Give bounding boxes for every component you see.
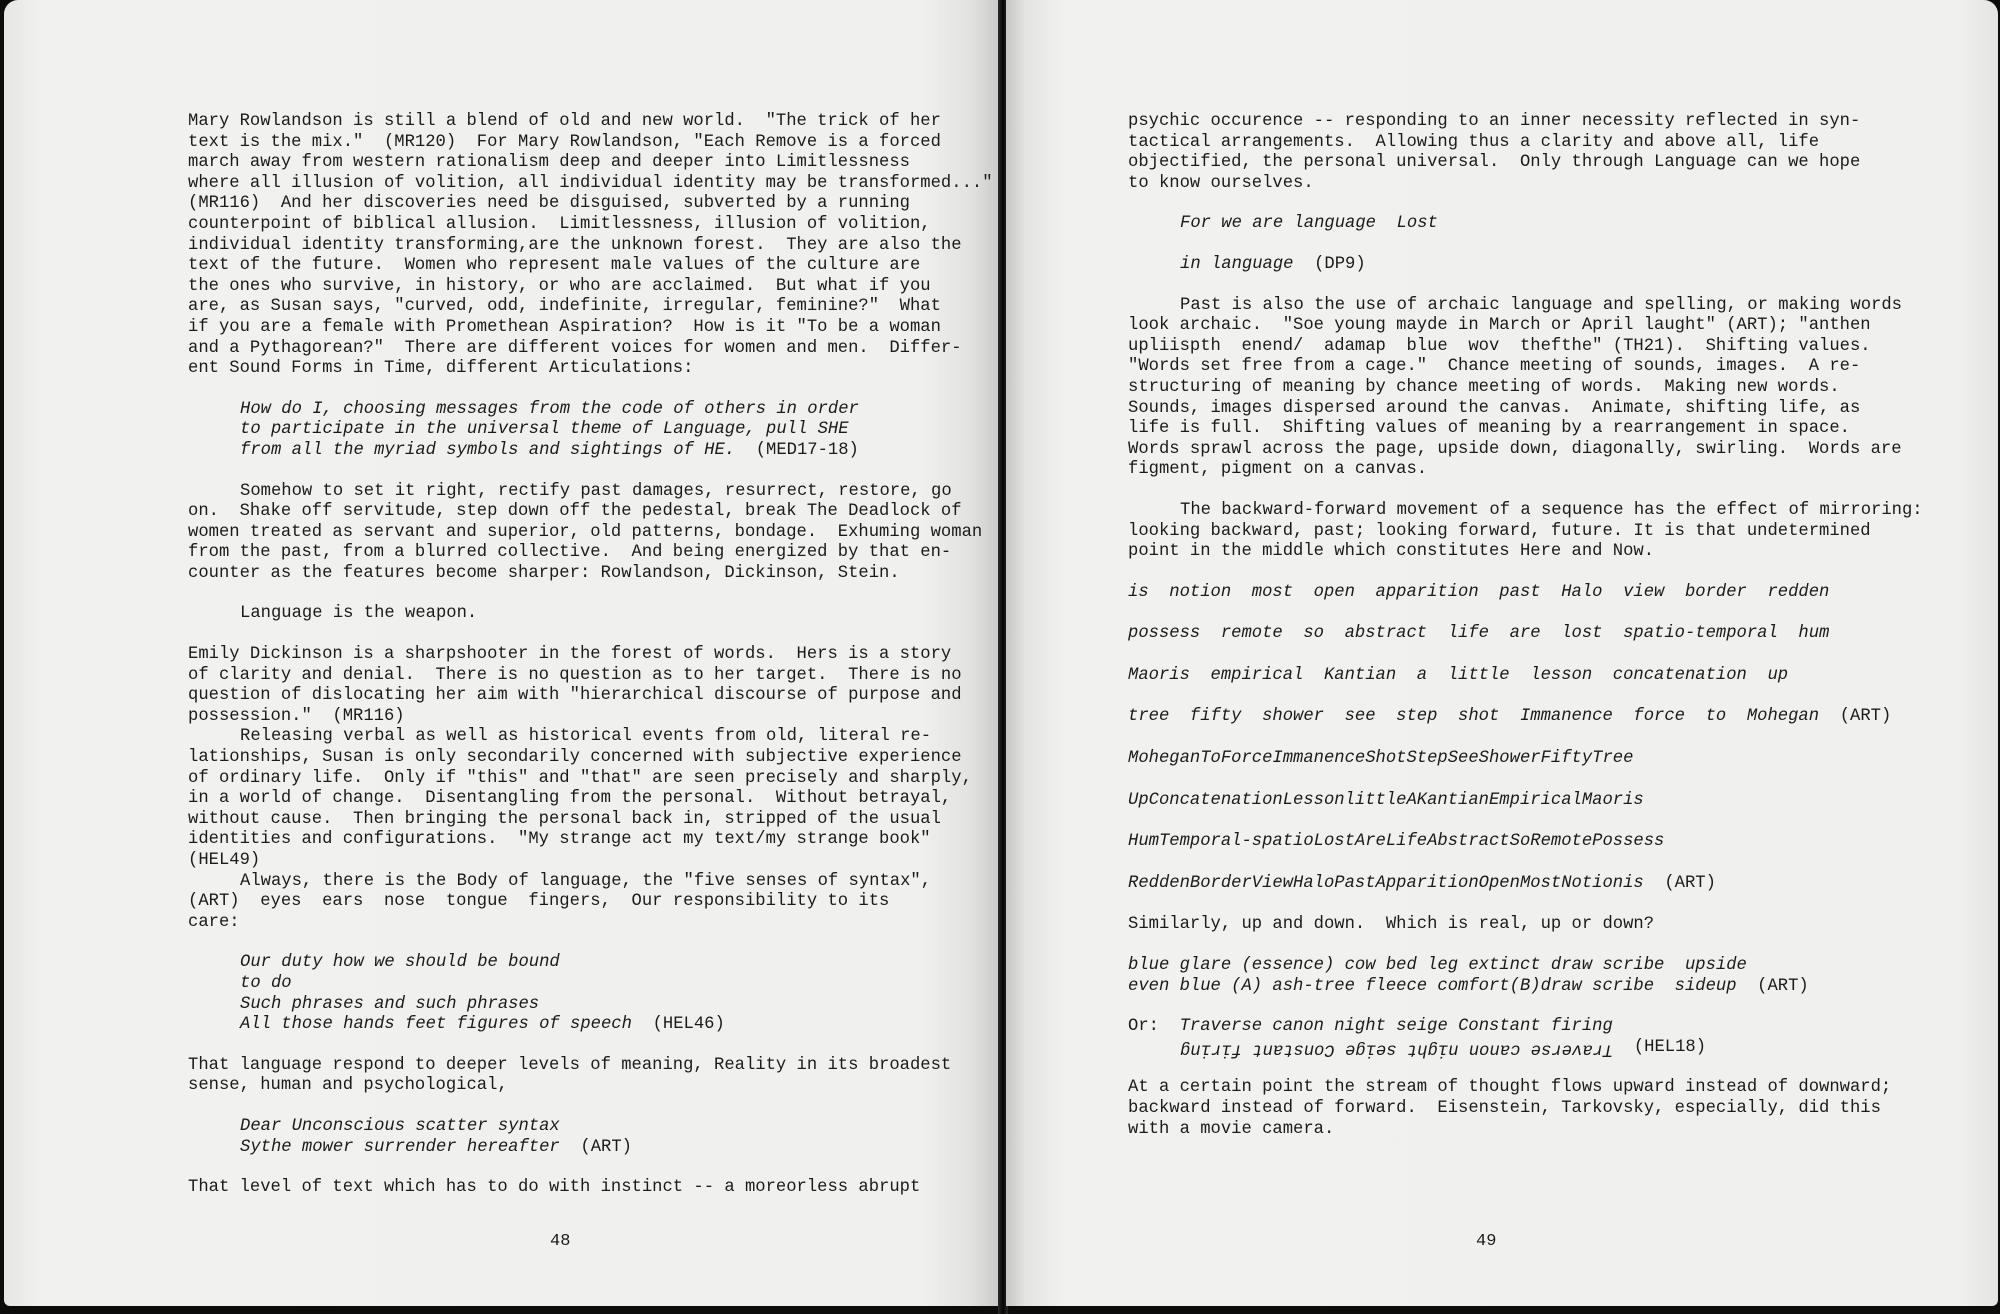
text-line: without cause. Then bringing the personal back in, stripped of the usual xyxy=(188,809,941,829)
paragraph xyxy=(1128,501,1988,563)
text-line: Maoris empirical Kantian a little lesson concatenation up xyxy=(1128,665,1789,685)
paragraph xyxy=(1128,214,1988,235)
text-line: Releasing verbal as well as historical events from old, literal re- xyxy=(240,727,932,747)
text-line: women treated as servant and superior, old patterns, bondage. Exhuming woman xyxy=(188,522,983,542)
text-line: text of the future. Women who represent male values of the culture are xyxy=(188,256,921,276)
left-page-number: 48 xyxy=(550,1232,571,1251)
text-line: For we are language Lost xyxy=(1180,214,1438,234)
text-line: Similarly, up and down. Which is real, up or down? xyxy=(1128,915,1655,935)
paragraph xyxy=(188,482,988,585)
text-line: "Words set free from a cage." Chance meeting of sounds, images. A re- xyxy=(1128,357,1861,377)
text-line: possession." (MR116) xyxy=(188,706,405,726)
text-line: where all illusion of volition, all individual identity may be transformed..." xyxy=(188,173,993,193)
text-line: point in the middle which constitutes Here and Now. xyxy=(1128,542,1655,562)
citation: (ART) xyxy=(1819,707,1892,727)
paragraph xyxy=(1128,956,1988,997)
text-line: from the past, from a blurred collective. And being energized by that en- xyxy=(188,543,952,563)
text-line: The backward-forward movement of a sequence has the effect of mirroring: xyxy=(1180,500,1923,520)
text-line: if you are a female with Promethean Aspiration? How is it "To be a woman xyxy=(188,317,941,337)
paragraph xyxy=(188,112,993,380)
text-line: UpConcatenationLessonlittleAKantianEmpiricalMaoris xyxy=(1128,790,1644,810)
citation: (ART) xyxy=(1643,873,1716,893)
text-line: sense, human and psychological, xyxy=(188,1076,508,1096)
text-line: with a movie camera. xyxy=(1128,1119,1335,1139)
paragraph xyxy=(188,1178,988,1199)
citation: (MED17-18) xyxy=(735,440,859,460)
text-line: Emily Dickinson is a sharpshooter in the forest of words. Hers is a story xyxy=(188,645,952,665)
paragraph xyxy=(1128,749,1988,894)
paragraph xyxy=(1128,296,1988,481)
text-line: Words sprawl across the page, upside down, diagonally, swirling. Words are xyxy=(1128,439,1902,459)
right-page-text xyxy=(1128,112,1988,1140)
text-line: objectified, the personal universal. Only through Language can we hope xyxy=(1128,153,1861,173)
text-line: lationships, Susan is only secondarily concerned with subjective experience xyxy=(188,748,962,768)
text-line: backward instead of forward. Eisenstein, Tarkovsky, especially, did this xyxy=(1128,1099,1881,1118)
text-line: figment, pigment on a canvas. xyxy=(1128,460,1428,480)
text-line: are, as Susan says, "curved, odd, indefinite, irregular, feminine?" What xyxy=(188,297,941,317)
text-line: Such phrases and such phrases xyxy=(240,994,540,1014)
text-line: and a Pythagorean?" There are different voices for women and men. Differ- xyxy=(188,338,962,358)
right-page xyxy=(1006,0,1998,1306)
inverted-text-line: Traverse canon night seige Constant firing (HEL18) xyxy=(1180,1037,1707,1059)
text-line: counter as the features become sharper: Rowlandson, Dickinson, Stein. xyxy=(188,563,900,583)
citation: (DP9) xyxy=(1293,254,1366,274)
text-line: counterpoint of biblical allusion. Limitlessness, illusion of volition, xyxy=(188,214,931,234)
text-line: from all the myriad symbols and sightings of HE. (MED17-18) xyxy=(240,440,859,460)
text-line: to know ourselves. xyxy=(1128,173,1314,193)
left-page xyxy=(4,0,1000,1306)
paragraph xyxy=(1128,1078,1988,1140)
text-line: even blue (A) ash-tree fleece comfort(B)draw scribe sideup (ART) xyxy=(1128,976,1809,996)
text-line: in a world of change. Disentangling from the personal. Without betrayal, xyxy=(188,789,952,809)
text-line: That language respond to deeper levels of meaning, Reality in its broadest xyxy=(188,1055,952,1075)
text-line: (ART) eyes ears nose tongue fingers, Our responsibility to its xyxy=(188,892,890,912)
text-line: the ones who survive, in history, or who are acclaimed. But what if you xyxy=(188,276,931,296)
text-line: ent Sound Forms in Time, different Articulations: xyxy=(188,359,694,379)
text-line: (HEL49) xyxy=(188,851,261,870)
text-line: individual identity transforming,are the unknown forest. They are also the xyxy=(188,235,962,255)
paragraph xyxy=(188,953,988,1035)
text-line: tree fifty shower see step shot Immanence force to Mohegan (ART) xyxy=(1128,707,1892,727)
text-line: Dear Unconscious scatter syntax xyxy=(240,1116,560,1136)
paragraph xyxy=(1128,915,1988,936)
paragraph xyxy=(1128,255,1988,276)
paragraph xyxy=(188,872,988,934)
text-line: on. Shake off servitude, step down off the pedestal, break The Deadlock of xyxy=(188,502,962,522)
text-line: Always, there is the Body of language, the "five senses of syntax", xyxy=(240,871,932,891)
paragraph xyxy=(1128,583,1988,728)
text-line: At a certain point the stream of thought flows upward instead of downward; xyxy=(1128,1078,1892,1098)
paragraph xyxy=(188,727,988,871)
text-line: (MR116) And her discoveries need be disguised, subverted by a running xyxy=(188,194,910,214)
text-line: of clarity and denial. There is no question as to her target. There is no xyxy=(188,665,962,685)
citation: (ART) xyxy=(559,1137,632,1157)
text-line: to participate in the universal theme of Language, pull SHE xyxy=(240,420,849,440)
text-line: text is the mix." (MR120) For Mary Rowlandson, "Each Remove is a forced xyxy=(188,132,941,152)
text-line: blue glare (essence) cow bed leg extinct draw scribe upside xyxy=(1128,956,1747,976)
text-line: of ordinary life. Only if "this" and "that" are seen precisely and sharply, xyxy=(188,768,972,788)
text-line: is notion most open apparition past Halo view border redden xyxy=(1128,582,1830,602)
paragraph xyxy=(1128,112,1988,194)
text-line: Or: Traverse canon night seige Constant firing xyxy=(1128,1017,1613,1037)
text-line: All those hands feet figures of speech (HEL46) xyxy=(240,1015,725,1035)
paragraph xyxy=(1128,1017,1988,1058)
text-line: ReddenBorderViewHaloPastApparitionOpenMostNotionis (ART) xyxy=(1128,873,1716,893)
paragraph xyxy=(188,604,988,625)
citation: (HEL46) xyxy=(631,1015,725,1035)
text-line: upliispth enend/ adamap blue wov thefthe" (TH21). Shifting values. xyxy=(1128,336,1871,356)
text-line: life is full. Shifting values of meaning by a rearrangement in space. xyxy=(1128,419,1850,439)
italic-line: Traverse canon night seige Constant firing xyxy=(1179,1017,1613,1037)
text-line: Sounds, images dispersed around the canvas. Animate, shifting life, as xyxy=(1128,398,1861,418)
text-line: MoheganToForceImmanenceShotStepSeeShowerFiftyTree xyxy=(1128,749,1634,769)
paragraph xyxy=(188,645,988,727)
paragraph xyxy=(188,1056,988,1097)
text-line: Language is the weapon. xyxy=(240,604,478,624)
text-line: look archaic. "Soe young mayde in March or April laught" (ART); "anthen xyxy=(1128,316,1871,336)
text-line: That level of text which has to do with instinct -- a moreorless abrupt xyxy=(188,1178,921,1198)
text-line: to do xyxy=(240,973,292,993)
text-line: Our duty how we should be bound xyxy=(240,953,560,973)
paragraph xyxy=(188,1117,988,1158)
text-line: identities and configurations. "My strange act my text/my strange book" xyxy=(188,830,931,850)
citation: (HEL18) xyxy=(1613,1037,1707,1057)
text-line: Sythe mower surrender hereafter (ART) xyxy=(240,1137,632,1157)
paragraph xyxy=(188,400,988,462)
text-line: HumTemporal-spatioLostAreLifeAbstractSoRemotePossess xyxy=(1128,832,1665,852)
citation: (ART) xyxy=(1736,976,1809,996)
text-line: How do I, choosing messages from the code of others in order xyxy=(240,399,859,419)
text-line: psychic occurence -- responding to an inner necessity reflected in syn- xyxy=(1128,112,1861,131)
text-line: Mary Rowlandson is still a blend of old and new world. "The trick of her xyxy=(188,112,941,131)
text-line: in language (DP9) xyxy=(1180,254,1366,274)
text-line: question of dislocating her aim with "hierarchical discourse of purpose and xyxy=(188,686,962,706)
text-line: possess remote so abstract life are lost spatio-temporal hum xyxy=(1128,624,1830,644)
left-page-text xyxy=(188,112,993,1199)
text-line: tactical arrangements. Allowing thus a clarity and above all, life xyxy=(1128,132,1820,152)
text-line: care: xyxy=(188,912,240,932)
text-line: Somehow to set it right, rectify past damages, resurrect, restore, go xyxy=(240,481,952,501)
text-line: march away from western rationalism deep and deeper into Limitlessness xyxy=(188,153,910,173)
text-line: structuring of meaning by chance meeting of words. Making new words. xyxy=(1128,377,1840,397)
text-line: looking backward, past; looking forward, future. It is that undetermined xyxy=(1128,521,1871,541)
text-line: Past is also the use of archaic language and spelling, or making words xyxy=(1180,295,1902,315)
right-page-number: 49 xyxy=(1476,1232,1497,1251)
